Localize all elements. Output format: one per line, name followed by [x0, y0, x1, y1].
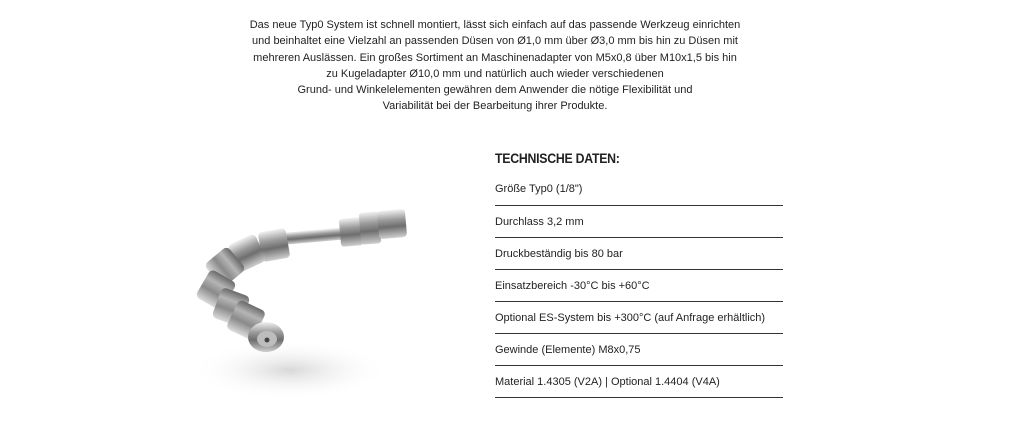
- spec-item-temperature-range: Einsatzbereich -30°C bis +60°C: [495, 271, 783, 302]
- intro-line: Grund- und Winkelelementen gewähren dem Anwender die nötige Flexibilität und: [297, 84, 693, 97]
- intro-line: und beinhaltet eine Vielzahl an passenden Düsen von Ø1,0 mm über Ø3,0 mm bis hin zu Düsen mit: [252, 35, 738, 48]
- spec-item-es-system: Optional ES-System bis +300°C (auf Anfrage erhältlich): [495, 303, 783, 334]
- spec-item-thread: Gewinde (Elemente) M8x0,75: [495, 335, 783, 366]
- product-image: [170, 180, 430, 415]
- intro-line: Das neue Typ0 System ist schnell montiert, lässt sich einfach auf das passende Werkzeug einrichten: [249, 19, 741, 31]
- intro-line: mehreren Auslässen. Ein großes Sortiment an Maschinenadapter von M5x0,8 über M10x1,5 bis hin: [253, 51, 737, 64]
- specs-title: TECHNISCHE DATEN:: [495, 150, 620, 166]
- intro-line: zu Kugeladapter Ø10,0 mm und natürlich auch wieder verschiedenen: [326, 67, 664, 80]
- intro-line: Variabilität bei der Bearbeitung ihrer Produkte.: [382, 100, 608, 113]
- spec-list: [495, 174, 783, 398]
- technical-specs: [495, 150, 783, 399]
- spec-item-passage: Durchlass 3,2 mm: [495, 207, 783, 238]
- spec-item-size: Größe Typ0 (1/8"): [495, 174, 783, 206]
- intro-text: [180, 17, 810, 115]
- spec-item-material: Material 1.4305 (V2A) | Optional 1.4404 (V4A): [495, 367, 783, 398]
- spec-item-pressure: Druckbeständig bis 80 bar: [495, 239, 783, 270]
